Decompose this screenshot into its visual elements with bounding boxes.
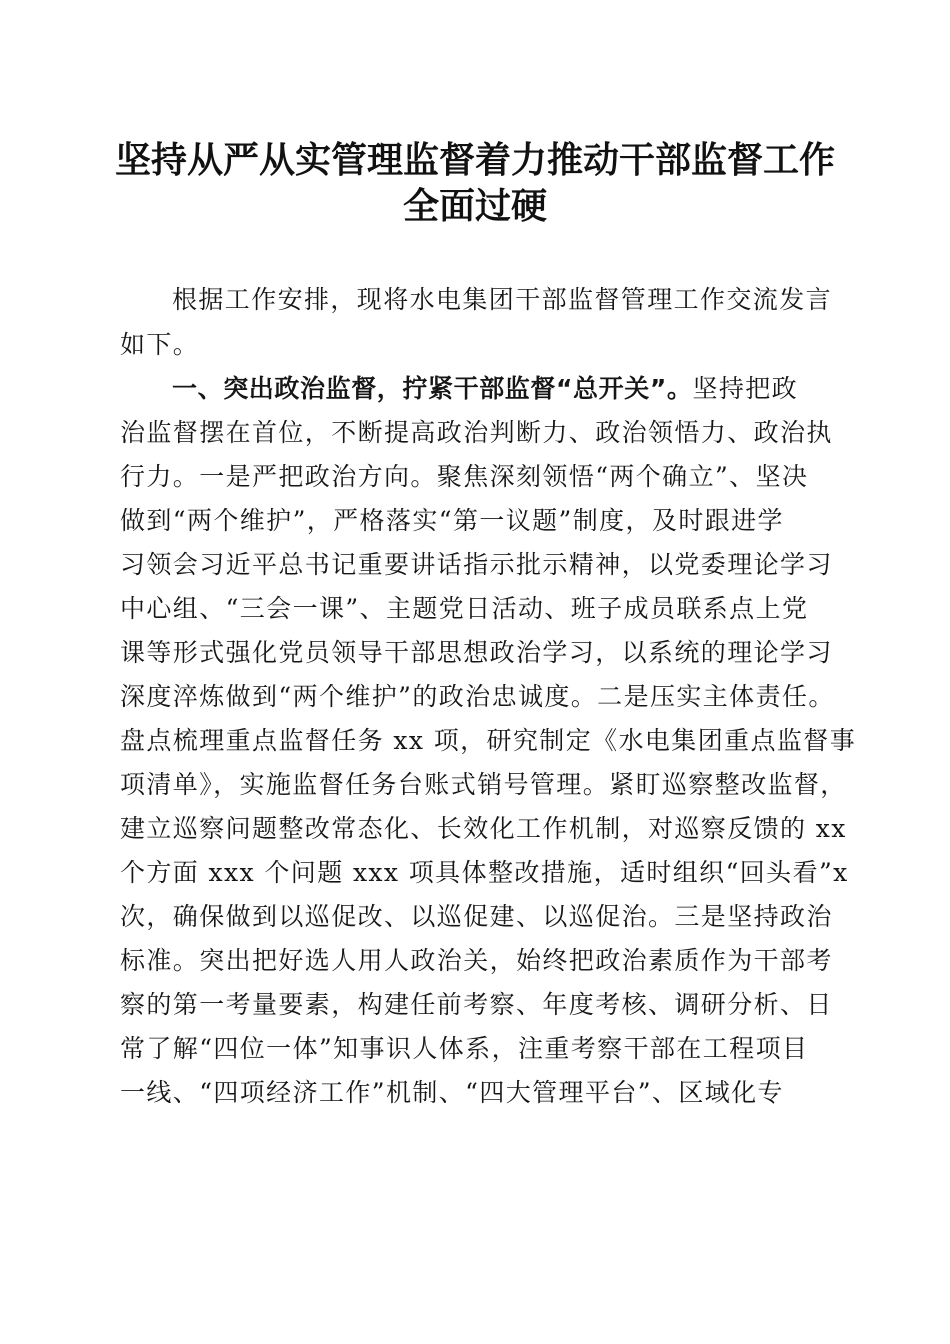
document-title-line-2: 全面过硬 <box>402 185 547 227</box>
body-line: 盘点梳理重点监督任务 xx 项，研究制定《水电集团重点监督事 <box>120 726 857 755</box>
document-title-line-1: 坚持从严从实管理监督着力推动干部监督工作 <box>114 139 835 181</box>
section-1-heading-tail: 坚持把政 <box>692 374 799 403</box>
body-line: 做到“两个维护”，严格落实“第一议题”制度，及时跟进学 <box>120 506 784 535</box>
body-line: 项清单》，实施监督任务台账式销号管理。紧盯巡察整改监督， <box>120 770 847 799</box>
body-line: 一线、“四项经济工作”机制、“四大管理平台”、区域化专 <box>120 1078 784 1107</box>
body-line: 察的第一考量要素，构建任前考察、年度考核、调研分析、日 <box>120 990 833 1019</box>
body-line: 习领会习近平总书记重要讲话指示批示精神，以党委理论学习 <box>120 550 833 579</box>
body-line: 深度淬炼做到“两个维护”的政治忠诚度。二是压实主体责任。 <box>120 682 835 711</box>
body-line: 课等形式强化党员领导干部思想政治学习，以系统的理论学习 <box>120 638 833 667</box>
body-line: 次，确保做到以巡促改、以巡促建、以巡促治。三是坚持政治 <box>120 902 833 931</box>
body-line: 标准。突出把好选人用人政治关，始终把政治素质作为干部考 <box>120 946 833 975</box>
intro-line-2: 如下。 <box>120 330 200 359</box>
body-line: 中心组、“三会一课”、主题党日活动、班子成员联系点上党 <box>120 594 809 623</box>
body-line: 行力。一是严把政治方向。聚焦深刻领悟“两个确立”、坚决 <box>120 462 809 491</box>
section-1-heading: 一、突出政治监督，拧紧干部监督“总开关”。 <box>172 374 693 403</box>
body-line: 建立巡察问题整改常态化、长效化工作机制，对巡察反馈的 xx <box>120 814 847 843</box>
body-line: 治监督摆在首位，不断提高政治判断力、政治领悟力、政治执 <box>120 418 833 447</box>
body-line: 常了解“四位一体”知事识人体系，注重考察干部在工程项目 <box>120 1034 809 1063</box>
body-line: 个方面 xxx 个问题 xxx 项具体整改措施，适时组织“回头看”x <box>120 858 849 887</box>
intro-line-1: 根据工作安排，现将水电集团干部监督管理工作交流发言 <box>172 285 833 314</box>
section-1-first-line <box>172 366 840 411</box>
